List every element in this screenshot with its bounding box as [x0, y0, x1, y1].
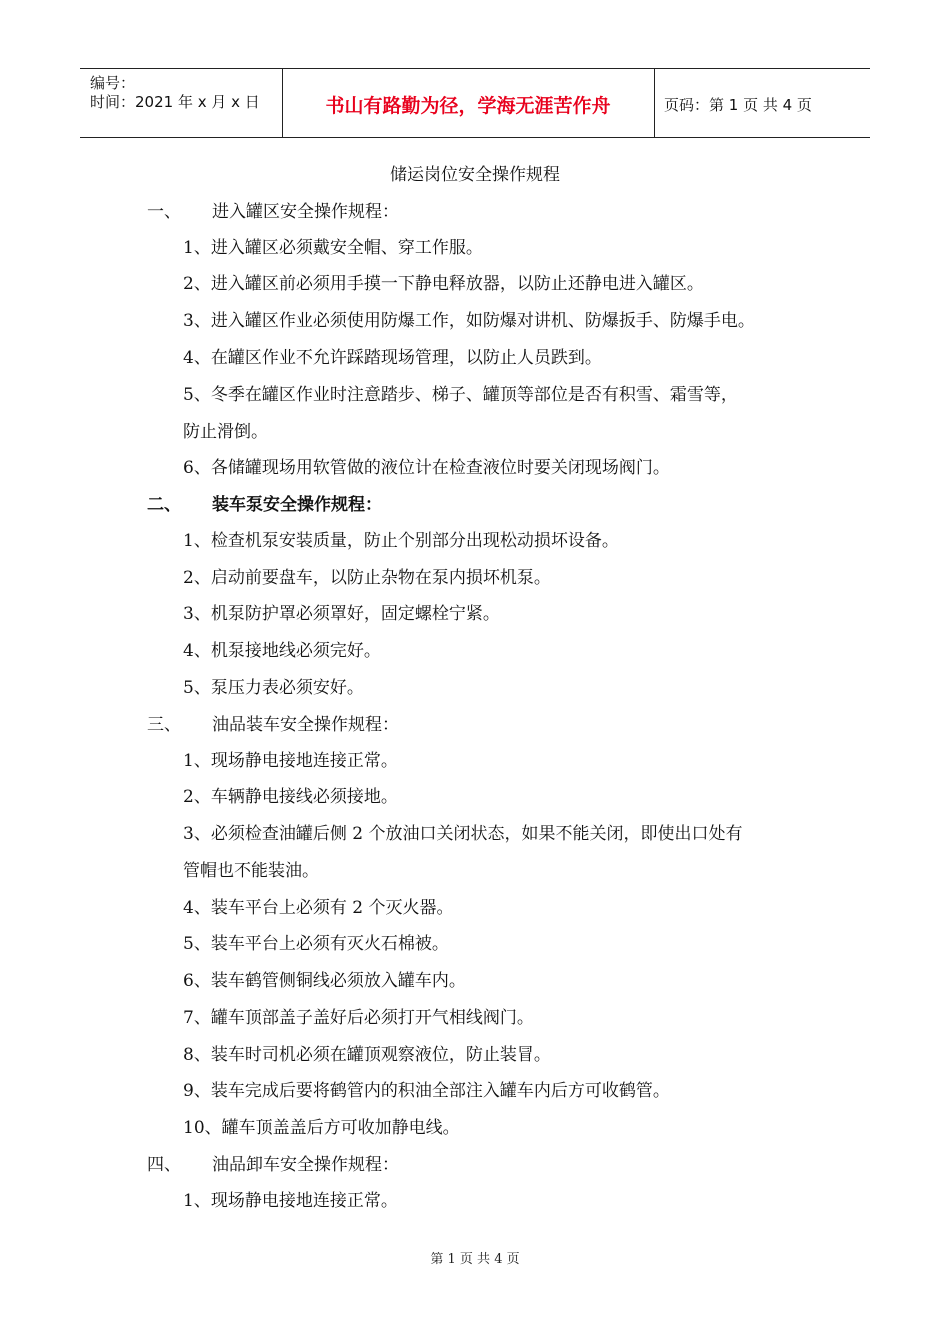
section-3-item: 4、装车平台上必须有 2 个灭火器。 [183, 898, 454, 918]
motto: 书山有路勤为径，学海无涯苦作舟 [325, 95, 611, 117]
section-3-item: 3、必须检查油罐后侧 2 个放油口关闭状态，如果不能关闭，即使出口处有 [183, 824, 743, 844]
section-4-item: 1、现场静电接地连接正常。 [183, 1191, 398, 1211]
section-3-item: 8、装车时司机必须在罐顶观察液位，防止装冒。 [183, 1045, 551, 1065]
header-motto-cell [282, 69, 655, 137]
section-1-item: 6、各储罐现场用软管做的液位计在检查液位时要关闭现场阀门。 [183, 458, 670, 478]
section-2-heading: 装车泵安全操作规程： [212, 495, 382, 515]
section-1-item-continuation: 防止滑倒。 [183, 422, 268, 442]
section-4-heading: 油品卸车安全操作规程： [212, 1155, 399, 1175]
section-1-item: 3、进入罐区作业必须使用防爆工作，如防爆对讲机、防爆扳手、防爆手电。 [183, 311, 755, 331]
header-table [80, 68, 870, 138]
header-left-cell [80, 69, 283, 137]
section-1-item: 5、冬季在罐区作业时注意踏步、梯子、罐顶等部位是否有积雪、霜雪等， [183, 385, 738, 405]
page-footer: 第 1 页 共 4 页 [430, 1252, 520, 1267]
section-2-item: 1、检查机泵安装质量，防止个别部分出现松动损坏设备。 [183, 531, 619, 551]
section-3-item: 2、车辆静电接线必须接地。 [183, 787, 398, 807]
section-1-item: 1、进入罐区必须戴安全帽、穿工作服。 [183, 238, 483, 258]
section-1-item: 4、在罐区作业不允许踩踏现场管理，以防止人员跌到。 [183, 348, 602, 368]
section-3-number: 三、 [147, 715, 181, 735]
section-1-heading: 进入罐区安全操作规程： [212, 202, 399, 222]
document-title: 储运岗位安全操作规程 [390, 165, 560, 185]
section-3-item: 5、装车平台上必须有灭火石棉被。 [183, 934, 449, 954]
section-2-item: 3、机泵防护罩必须罩好，固定螺栓宁紧。 [183, 604, 500, 624]
section-2-item: 4、机泵接地线必须完好。 [183, 641, 381, 661]
section-1-number: 一、 [147, 202, 181, 222]
section-3-item: 9、装车完成后要将鹤管内的积油全部注入罐车内后方可收鹤管。 [183, 1081, 670, 1101]
section-3-heading: 油品装车安全操作规程： [212, 715, 399, 735]
section-1-item: 2、进入罐区前必须用手摸一下静电释放器，以防止还静电进入罐区。 [183, 274, 704, 294]
code-label: 编号： [90, 74, 136, 92]
section-3-item-continuation: 管帽也不能装油。 [183, 861, 319, 881]
section-3-item: 7、罐车顶部盖子盖好后必须打开气相线阀门。 [183, 1008, 534, 1028]
section-3-item: 1、现场静电接地连接正常。 [183, 751, 398, 771]
section-2-item: 5、泵压力表必须安好。 [183, 678, 364, 698]
section-3-item: 6、装车鹤管侧铜线必须放入罐车内。 [183, 971, 466, 991]
header-right-cell [654, 69, 870, 137]
section-2-item: 2、启动前要盘车，以防止杂物在泵内损坏机泵。 [183, 568, 551, 588]
time-label: 时间：2021 年 x 月 x 日 [90, 93, 260, 111]
section-3-item: 10、罐车顶盖盖后方可收加静电线。 [183, 1118, 460, 1138]
page-info: 页码：第 1 页 共 4 页 [664, 96, 812, 114]
section-2-number: 二、 [147, 495, 181, 515]
section-4-number: 四、 [147, 1155, 181, 1175]
